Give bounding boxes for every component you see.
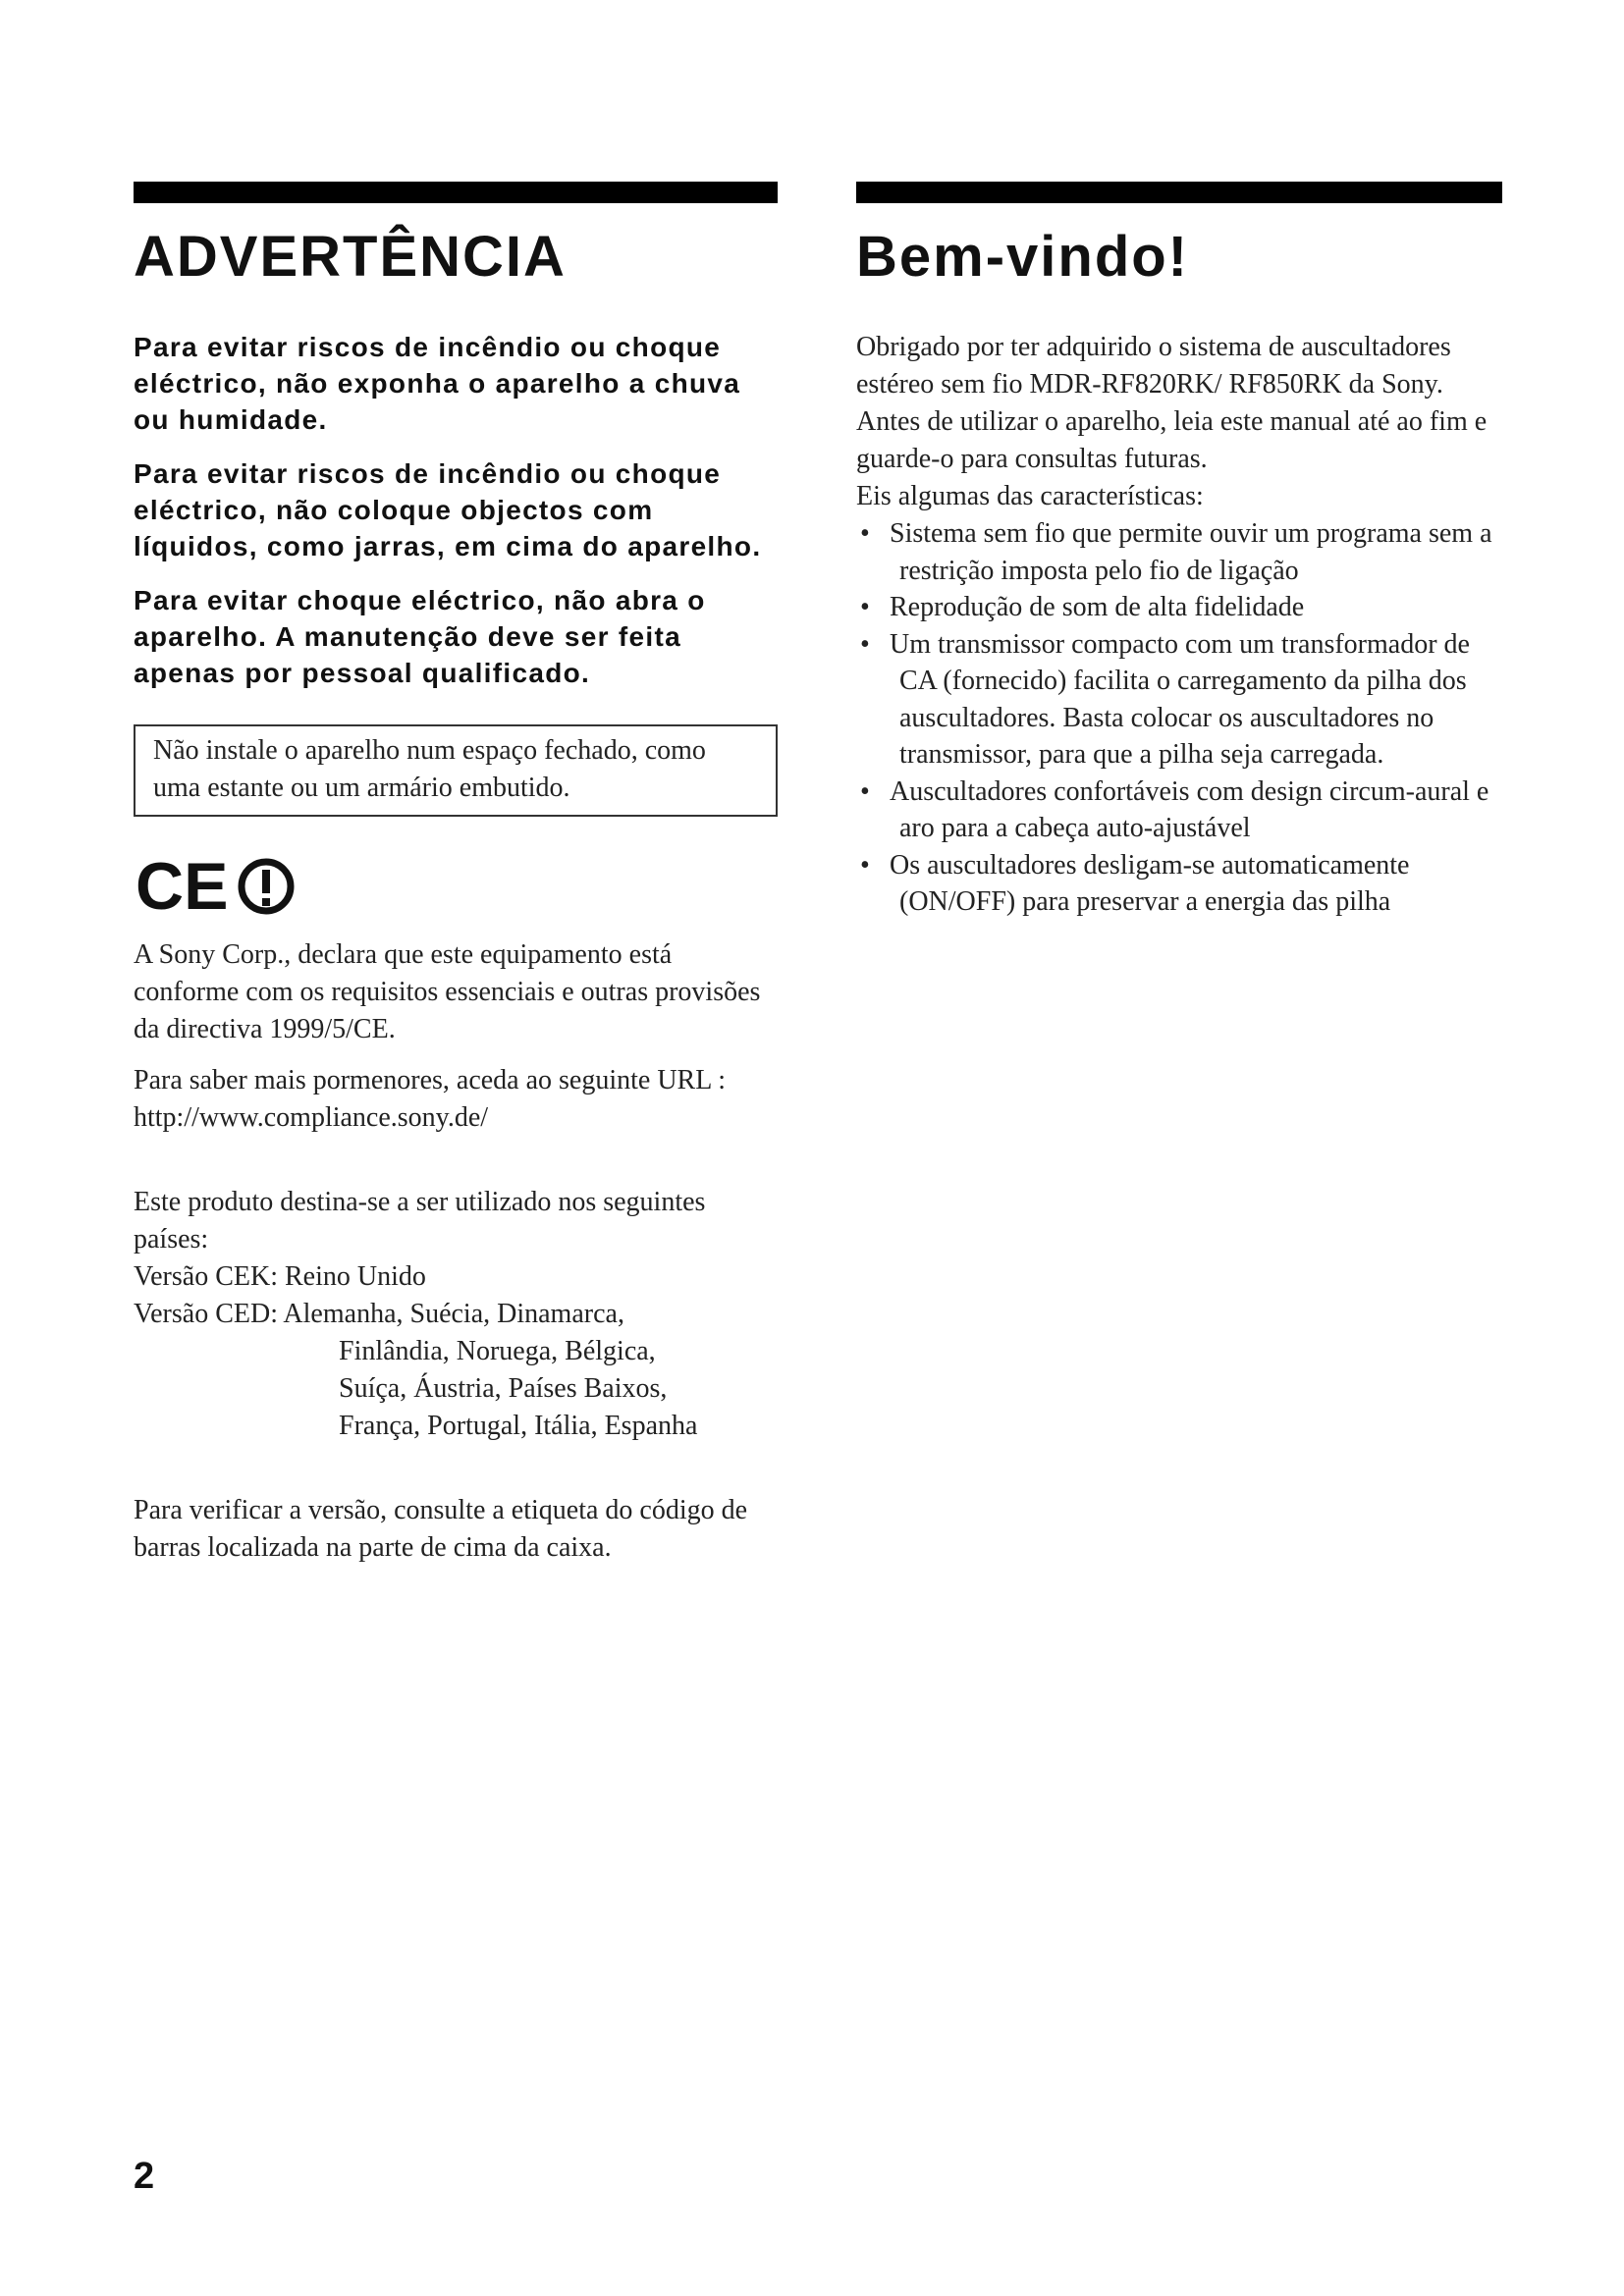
version-verify-note: Para verificar a versão, consulte a etiqueta do código de barras localizada na parte de cima da caixa.: [134, 1495, 748, 1563]
features-list: [856, 515, 1502, 921]
welcome-heading: Bem-vindo!: [856, 225, 1189, 289]
version-ced-line: Finlândia, Noruega, Bélgica,: [339, 1336, 656, 1366]
feature-item: • Os auscultadores desligam-se automaticamente (ON/OFF) para preservar a energia das pilha: [856, 847, 1502, 921]
version-ced-line: França, Portugal, Itália, Espanha: [339, 1411, 698, 1441]
feature-item: • Um transmissor compacto com um transformador de CA (fornecido) facilita o carregamento da pilha dos auscultadores. Basta colocar os auscultadores no transmissor, para que a pilha seja carregada.: [856, 626, 1502, 774]
right-column: [856, 182, 1502, 921]
warning-paragraph: Para evitar riscos de incêndio ou choque eléctrico, não exponha o aparelho a chuva ou humidade.: [134, 332, 741, 435]
feature-item: • Sistema sem fio que permite ouvir um programa sem a restrição imposta pelo fio de ligação: [856, 515, 1502, 589]
alert-bar: [262, 870, 270, 893]
ce-mark-graphic: [134, 844, 300, 929]
version-ced-line: Suíça, Áustria, Países Baixos,: [339, 1373, 668, 1404]
heading-rule: [856, 182, 1502, 203]
version-cek: Versão CEK: Reino Unido: [134, 1261, 426, 1292]
welcome-intro: Obrigado por ter adquirido o sistema de auscultadores estéreo sem fio MDR-RF820RK/ RF850RK da Sony. Antes de utilizar o aparelho, leia este manual até ao fim e guarde-o para consultas futuras.: [856, 332, 1488, 474]
ce-alert-mark-icon: [134, 844, 778, 929]
left-column: [134, 182, 778, 1567]
warning-paragraph: Para evitar riscos de incêndio ou choque eléctrico, não coloque objectos com líquidos, como jarras, em cima do aparelho.: [134, 458, 762, 561]
alert-dot: [262, 898, 270, 906]
compliance-more-info: Para saber mais pormenores, aceda ao seguinte URL : http://www.compliance.sony.de/: [134, 1065, 727, 1133]
version-ced: Versão CED: Alemanha, Suécia, Dinamarca,: [134, 1299, 624, 1329]
compliance-declaration: A Sony Corp., declara que este equipamento está conforme com os requisitos essenciais e outras provisões da directiva 1999/5/CE.: [134, 939, 761, 1044]
countries-intro: Este produto destina-se a ser utilizado nos seguintes países:: [134, 1187, 706, 1255]
warning-heading: ADVERTÊNCIA: [134, 225, 567, 289]
ce-letters: CE: [135, 849, 229, 924]
installation-notice-text: Não instale o aparelho num espaço fechado, como uma estante ou um armário embutido.: [153, 735, 706, 803]
installation-notice-box: [134, 724, 778, 817]
feature-item: • Reprodução de som de alta fidelidade: [856, 589, 1502, 626]
warning-paragraph: Para evitar choque eléctrico, não abra o aparelho. A manutenção deve ser feita apenas por pessoal qualificado.: [134, 585, 706, 688]
feature-item: • Auscultadores confortáveis com design circum-aural e aro para a cabeça auto-ajustável: [856, 774, 1502, 847]
page-number: 2: [134, 2156, 155, 2197]
features-label: Eis algumas das características:: [856, 481, 1204, 511]
heading-rule: [134, 182, 778, 203]
